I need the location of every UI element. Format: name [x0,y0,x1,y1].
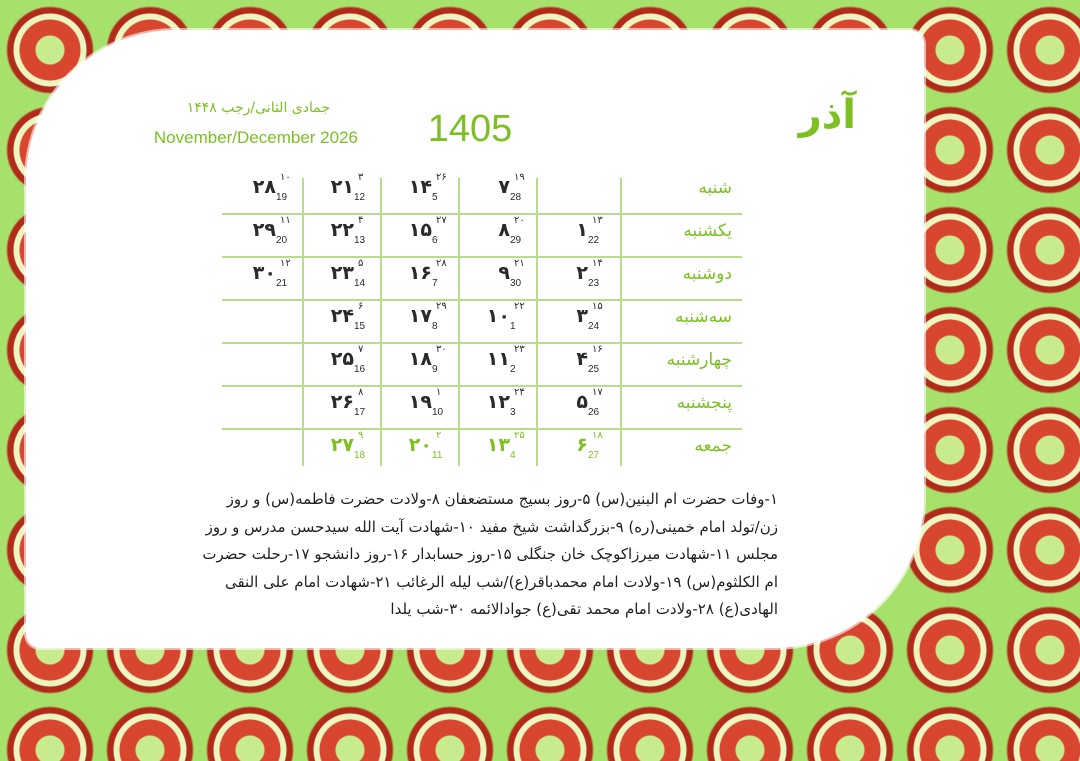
events-list [128,486,778,624]
weekday-label: یکشنبه [683,221,732,241]
gregorian-day-number: 6 [432,235,438,246]
day-cell[interactable] [304,170,382,210]
hijri-day-number: ۲۴ [514,387,525,398]
persian-day-number: ۲۲ [330,219,354,241]
event-line: ۱-وفات حضرت ام البنین(س) ۵-روز بسیج مستضعفان ۸-ولادت حضرت فاطمه(س) و روز [226,490,778,508]
persian-day-number: ۲۵ [330,348,354,370]
persian-day-number: ۱۶ [408,262,432,284]
persian-day-number: ۲۷ [330,434,354,456]
day-cell[interactable] [304,256,382,296]
persian-day-number: ۲۹ [252,219,276,241]
hijri-day-number: ۱۹ [514,172,525,183]
hijri-day-number: ۲۸ [436,258,447,269]
persian-day-number: ۱۰ [486,305,510,327]
day-cell[interactable] [538,385,616,425]
year-title: 1405 [427,108,513,150]
gregorian-day-number: 1 [510,321,516,332]
hijri-day-number: ۲۷ [436,215,447,226]
day-cell[interactable] [538,256,616,296]
gregorian-day-number: 15 [354,321,366,332]
event-line: الهادی(ع) ۲۸-ولادت امام محمد تقی(ع) جوادالائمه ۳۰-شب یلدا [390,600,778,618]
month-title: آذر [798,92,856,138]
gregorian-day-number: 23 [588,278,600,289]
hijri-day-number: ۴ [358,215,364,226]
persian-day-number: ۲۱ [330,176,354,198]
gregorian-day-number: 16 [354,364,366,375]
gregorian-day-number: 25 [588,364,600,375]
hijri-day-number: ۲۵ [514,430,525,441]
hijri-day-number: ۶ [358,301,364,312]
persian-day-number: ۳ [576,305,588,327]
persian-day-number: ۳۰ [252,262,276,284]
day-cell[interactable] [304,342,382,382]
hijri-day-number: ۱۵ [592,301,603,312]
hijri-day-number: ۲۳ [514,344,525,355]
hijri-day-number: ۲۲ [514,301,525,312]
gregorian-day-number: 2 [510,364,516,375]
persian-day-number: ۱۵ [408,219,432,241]
day-cell[interactable] [538,299,616,339]
gregorian-day-number: 14 [354,278,366,289]
event-line: زن/تولد امام خمینی(ره) ۹-بزرگداشت شیخ مفید ۱۰-شهادت آیت الله سیدحسن مدرس و روز [205,517,778,536]
gregorian-day-number: 20 [276,235,288,246]
gregorian-day-number: 27 [588,450,600,461]
weekday-label: شنبه [698,178,732,198]
persian-day-number: ۲ [576,262,588,284]
gregorian-day-number: 3 [510,407,516,418]
persian-day-number: ۴ [576,348,588,370]
hijri-day-number: ۵ [358,258,364,269]
event-line: مجلس ۱۱-شهادت میرزاکوچک خان جنگلی ۱۵-روز حسابدار ۱۶-روز دانشجو ۱۷-رحلت حضرت [202,545,778,563]
hijri-day-number: ۲۱ [514,258,525,269]
gregorian-day-number: 9 [432,364,438,375]
hijri-months: جمادی الثانی/رجب ۱۴۴۸ [186,100,330,116]
hijri-day-number: ۱۰ [280,172,291,183]
gregorian-day-number: 4 [510,450,516,461]
gregorian-months: November/December 2026 [153,128,358,147]
day-cell[interactable] [382,385,460,425]
gregorian-day-number: 18 [354,450,366,461]
persian-day-number: ۷ [498,176,510,198]
day-cell[interactable] [460,170,538,210]
day-cell[interactable] [460,256,538,296]
persian-day-number: ۸ [498,219,510,241]
hijri-day-number: ۱۲ [280,258,291,269]
persian-day-number: ۱۴ [408,176,432,198]
hijri-day-number: ۷ [358,344,364,355]
gregorian-day-number: 12 [354,192,366,203]
hijri-day-number: ۳ [358,172,364,183]
hijri-day-number: ۱ [436,387,442,398]
day-cell[interactable] [304,428,382,468]
day-cell[interactable] [226,213,304,253]
hijri-day-number: ۱۳ [592,215,603,226]
day-cell[interactable] [382,299,460,339]
persian-day-number: ۱۲ [486,391,510,413]
gregorian-day-number: 7 [432,278,438,289]
hijri-day-number: ۹ [358,430,364,441]
persian-day-number: ۹ [498,262,510,284]
persian-day-number: ۵ [576,391,588,413]
hijri-day-number: ۱۸ [592,430,603,441]
persian-day-number: ۶ [576,434,588,456]
gregorian-day-number: 11 [432,450,443,461]
day-cell[interactable] [382,428,460,468]
hijri-day-number: ۲۰ [514,215,525,226]
day-cell[interactable] [460,213,538,253]
gregorian-day-number: 29 [510,235,522,246]
weekday-label: چهارشنبه [666,350,732,370]
weekday-label: دوشنبه [682,264,732,284]
gregorian-day-number: 26 [588,407,600,418]
event-line: ام الکلثوم(س) ۱۹-ولادت امام محمدباقر(ع)/شب لیله الرغائب ۲۱-شهادت امام علی النقی [224,572,778,591]
gregorian-day-number: 21 [276,278,288,289]
gregorian-day-number: 17 [354,407,366,418]
gregorian-day-number: 19 [276,192,288,203]
hijri-day-number: ۸ [358,387,364,398]
persian-day-number: ۲۴ [330,305,354,327]
gregorian-day-number: 13 [354,235,366,246]
day-cell[interactable] [304,385,382,425]
persian-day-number: ۲۸ [252,176,276,198]
calendar-grid [222,168,742,468]
day-cell[interactable] [304,299,382,339]
day-cell[interactable] [538,342,616,382]
weekday-label: پنجشنبه [676,393,732,413]
day-cell[interactable] [382,170,460,210]
day-cell[interactable] [460,342,538,382]
hijri-day-number: ۱۱ [280,215,291,226]
gregorian-day-number: 28 [510,192,522,203]
day-cell[interactable] [460,428,538,468]
hijri-day-number: ۱۷ [592,387,603,398]
persian-day-number: ۱ [576,219,588,241]
hijri-day-number: ۳۰ [436,344,447,355]
persian-day-number: ۲۳ [330,262,354,284]
persian-day-number: ۱۸ [408,348,432,370]
day-cell[interactable] [226,256,304,296]
persian-day-number: ۲۰ [408,434,432,456]
day-cell[interactable] [304,213,382,253]
persian-day-number: ۱۹ [408,391,432,413]
persian-day-number: ۱۱ [486,348,510,370]
day-cell[interactable] [226,170,304,210]
gregorian-day-number: 30 [510,278,522,289]
day-cell[interactable] [538,428,616,468]
hijri-day-number: ۲۹ [436,301,447,312]
hijri-day-number: ۱۴ [592,258,603,269]
day-cell[interactable] [460,299,538,339]
weekday-label: جمعه [694,436,732,456]
day-cell[interactable] [460,385,538,425]
persian-day-number: ۱۷ [408,305,432,327]
hijri-day-number: ۱۶ [592,344,603,355]
day-cell[interactable] [538,213,616,253]
weekday-label: سه‌شنبه [675,307,732,327]
day-cell[interactable] [382,256,460,296]
gregorian-day-number: 22 [588,235,600,246]
hijri-day-number: ۲۶ [436,172,447,183]
gregorian-day-number: 24 [588,321,600,332]
gregorian-day-number: 10 [432,407,444,418]
gregorian-day-number: 8 [432,321,438,332]
gregorian-day-number: 5 [432,192,438,203]
hijri-day-number: ۲ [436,430,442,441]
persian-day-number: ۱۳ [486,434,510,456]
day-cell[interactable] [382,342,460,382]
day-cell[interactable] [382,213,460,253]
persian-day-number: ۲۶ [330,391,354,413]
